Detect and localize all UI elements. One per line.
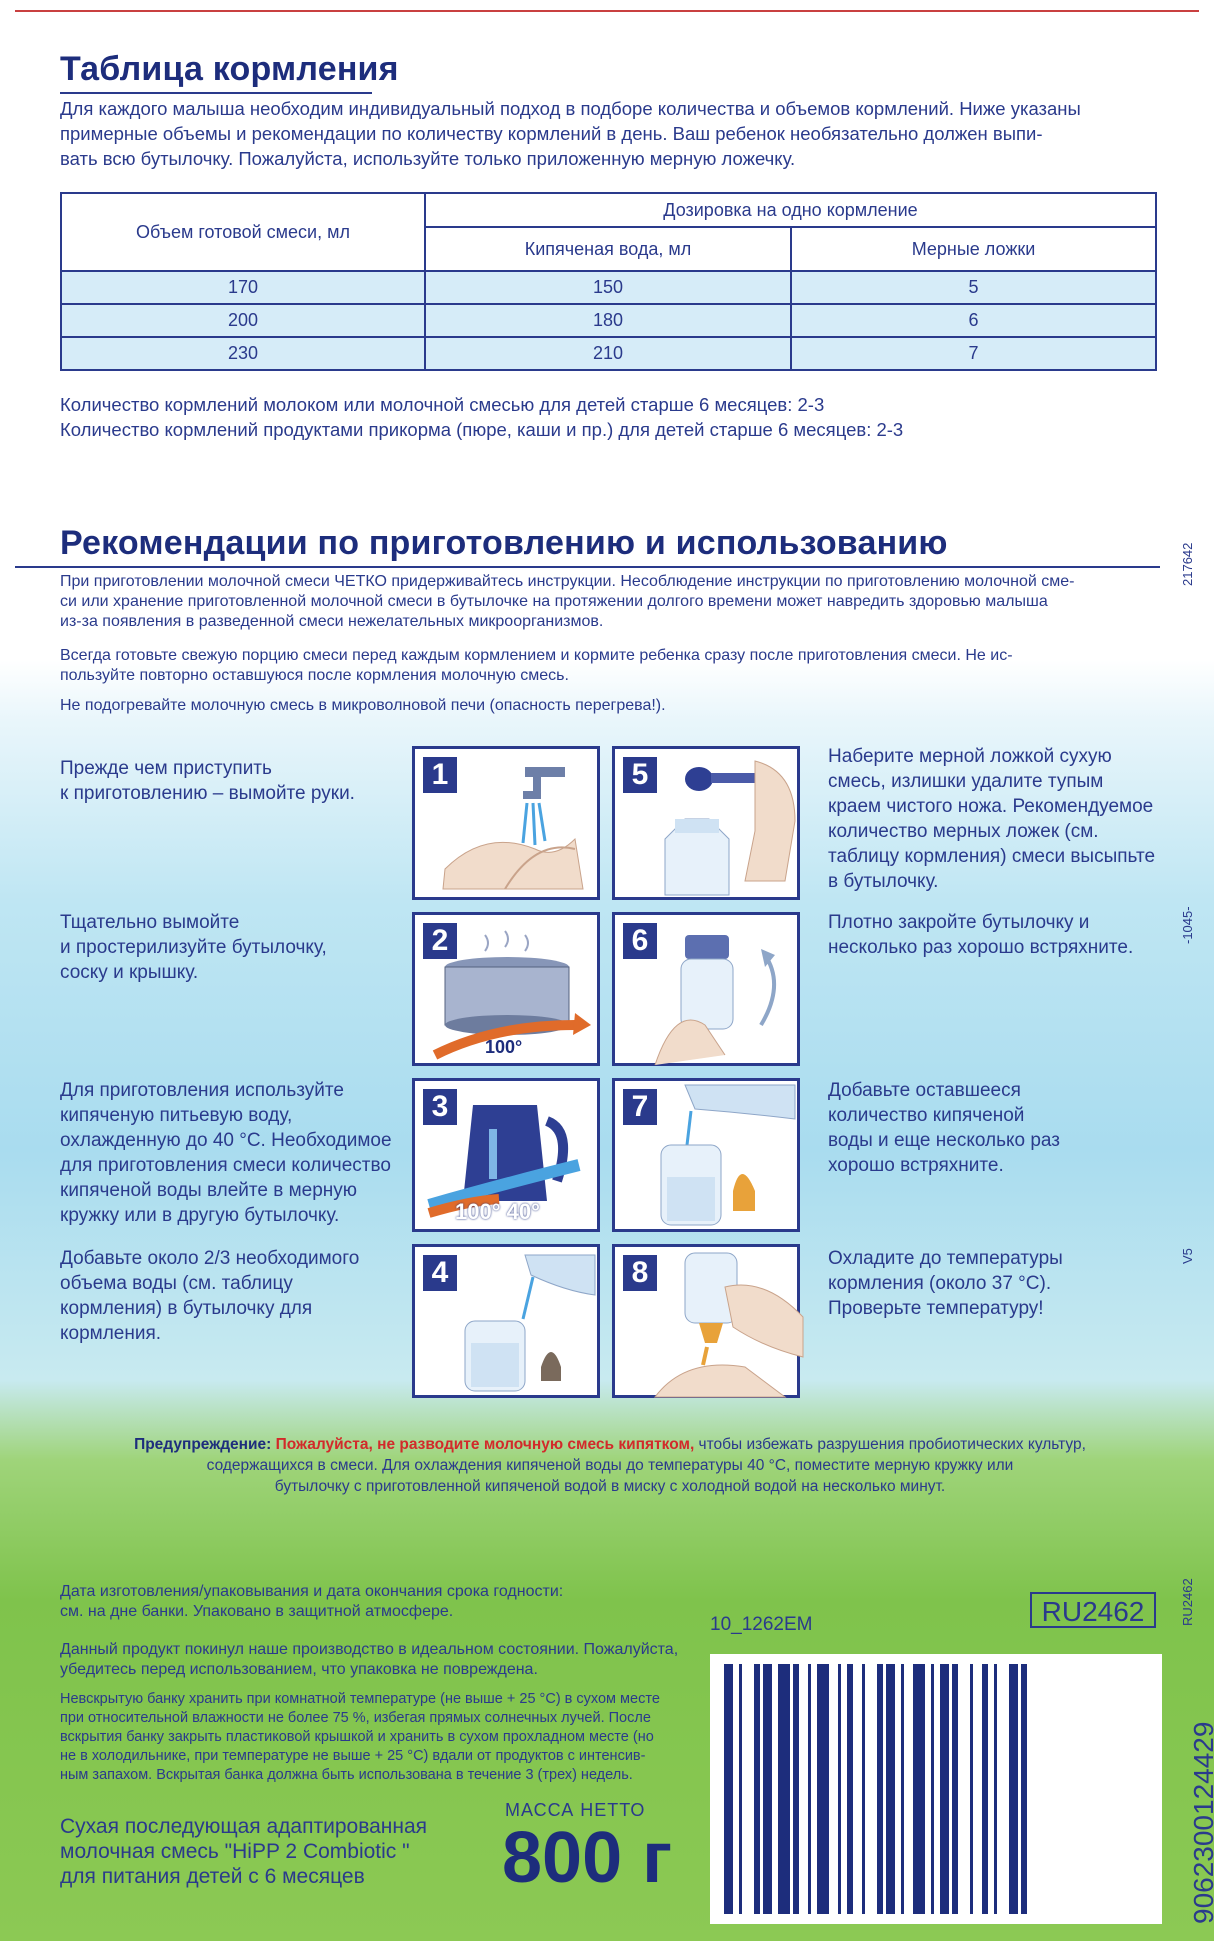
temp-label: 100° 40° <box>455 1199 540 1224</box>
footer-line: вскрытия банку закрыть пластиковой крышкой и хранить в сухом прохладном месте (но <box>60 1729 654 1745</box>
table-cell: 230 <box>61 337 425 370</box>
barcode-bar <box>982 1664 988 1914</box>
footer-line: ным запахом. Вскрытая банка должна быть использована в течение 3 (трех) недель. <box>60 1767 633 1783</box>
step-text-line: кипяченой воды влейте в мерную <box>60 1180 358 1201</box>
step-text-line: Тщательно вымойте <box>60 912 240 933</box>
barcode-bar <box>886 1664 895 1914</box>
feeding-title-underline <box>60 92 372 94</box>
side-code-1: 217642 <box>1180 542 1195 586</box>
step-6-text <box>828 910 1133 960</box>
step-number: 3 <box>423 1089 457 1125</box>
step-5-panel <box>612 746 800 900</box>
date-info <box>60 1582 700 1622</box>
barcode-bars <box>710 1654 1162 1924</box>
step-text-line: соску и крышку. <box>60 962 199 983</box>
step-text-line: Добавьте оставшееся <box>828 1080 1021 1101</box>
barcode-bar <box>1021 1664 1027 1914</box>
step-text-line: объема воды (см. таблицу <box>60 1273 293 1294</box>
step-4-panel <box>412 1244 600 1398</box>
prep-intro-line: пользуйте повторно оставшуюся после кормления молочную смесь. <box>60 667 569 684</box>
table-cell: 210 <box>425 337 791 370</box>
warning-block <box>60 1434 1160 1497</box>
warning-label: Предупреждение: <box>134 1436 272 1453</box>
barcode-bar <box>754 1664 760 1914</box>
step-2-panel <box>412 912 600 1066</box>
feeding-intro <box>60 96 1170 171</box>
barcode-bar <box>793 1664 799 1914</box>
step-7-panel <box>612 1078 800 1232</box>
step-text-line: количество мерных ложек (см. <box>828 821 1099 842</box>
step-text-line: кормления. <box>60 1323 162 1344</box>
step-6-panel <box>612 912 800 1066</box>
step-8-text <box>828 1246 1063 1321</box>
step-text-line: и простерилизуйте бутылочку, <box>60 937 327 958</box>
step-number: 2 <box>423 923 457 959</box>
feeding-notes <box>60 392 1170 442</box>
step-text-line: кружку или в другую бутылочку. <box>60 1205 340 1226</box>
barcode-bar <box>778 1664 790 1914</box>
table-cell: 170 <box>61 271 425 304</box>
step-number: 7 <box>623 1089 657 1125</box>
barcode-bar <box>994 1664 997 1914</box>
barcode-bar <box>862 1664 865 1914</box>
product-name-line: для питания детей с 6 месяцев <box>60 1865 365 1888</box>
step-number: 4 <box>423 1255 457 1291</box>
product-name <box>60 1814 480 1889</box>
top-divider <box>15 10 1199 12</box>
prep-title: Рекомендации по приготовлению и использованию <box>60 524 948 562</box>
step-1-text <box>60 756 355 806</box>
pour-water-icon <box>415 1247 603 1401</box>
check-temperature-icon <box>615 1247 803 1401</box>
table-row <box>61 271 1156 304</box>
barcode-bar <box>952 1664 958 1914</box>
step-text-line: хорошо встряхните. <box>828 1155 1004 1176</box>
step-number: 1 <box>423 757 457 793</box>
step-text-line: Охладите до температуры <box>828 1248 1063 1269</box>
barcode <box>710 1654 1162 1924</box>
barcode-bar <box>970 1664 973 1914</box>
feeding-intro-line: вать всю бутылочку. Пожалуйста, используйте только приложенную мерную ложечку. <box>60 148 796 169</box>
ru-code-box: RU2462 <box>1030 1592 1156 1628</box>
shake-bottle-icon <box>615 915 803 1069</box>
footer-line: не в холодильнике, при температуре не выше + 25 °С) вдали от продуктов с интенсив- <box>60 1748 646 1764</box>
barcode-bar <box>901 1664 904 1914</box>
step-text-line: несколько раз хорошо встряхните. <box>828 937 1134 958</box>
step-text-line: краем чистого ножа. Рекомендуемое <box>828 796 1154 817</box>
step-text-line: Для приготовления используйте <box>60 1080 344 1101</box>
warning-line-2: содержащихся в смеси. Для охлаждения кипяченой воды до температуры 40 °С, поместите мерную кружку или <box>206 1457 1014 1474</box>
temp-label: 100° <box>485 1037 523 1057</box>
measuring-spoon-icon <box>615 749 803 903</box>
footer-line: убедитесь перед использованием, что упаковка не повреждена. <box>60 1661 538 1678</box>
feeding-intro-line: Для каждого малыша необходим индивидуальный подход в подборе количества и объемов кормлений. Ниже указаны <box>60 98 1081 119</box>
side-code-3: V5 <box>1180 1248 1195 1264</box>
step-text-line: охлажденную до 40 °С. Необходимое <box>60 1130 392 1151</box>
col-spoons-header: Мерные ложки <box>791 227 1156 271</box>
prep-intro-2 <box>60 646 1170 686</box>
step-text-line: Добавьте около 2/3 необходимого <box>60 1248 360 1269</box>
barcode-number: 9062300124429 <box>1188 1721 1219 1924</box>
footer-line: см. на дне банки. Упаковано в защитной атмосфере. <box>60 1603 454 1620</box>
table-cell: 180 <box>425 304 791 337</box>
table-cell: 150 <box>425 271 791 304</box>
barcode-bar <box>1009 1664 1018 1914</box>
prep-intro-3: Не подогревайте молочную смесь в микроволновой печи (опасность перегрева!). <box>60 697 666 714</box>
step-4-text <box>60 1246 359 1346</box>
step-7-text <box>828 1078 1060 1178</box>
product-name-line: молочная смесь "HiPP 2 Combiotic " <box>60 1840 410 1863</box>
prep-intro-1 <box>60 572 1170 632</box>
table-cell: 7 <box>791 337 1156 370</box>
step-text-line: к приготовлению – вымойте руки. <box>60 783 355 804</box>
feeding-note: Количество кормлений продуктами прикорма (пюре, каши и пр.) для детей старше 6 месяцев: 2-3 <box>60 419 904 440</box>
warning-text: чтобы избежать разрушения пробиотических культур, <box>694 1436 1086 1453</box>
step-3-text <box>60 1078 392 1228</box>
barcode-bar <box>739 1664 742 1914</box>
step-text-line: Проверьте температуру! <box>828 1298 1044 1319</box>
product-state <box>60 1640 700 1680</box>
step-2-text <box>60 910 327 985</box>
wash-hands-icon <box>415 749 603 903</box>
step-text-line: воды и еще несколько раз <box>828 1130 1060 1151</box>
net-weight-value: 800 г <box>502 1818 673 1898</box>
step-text-line: в бутылочку. <box>828 871 939 892</box>
prep-intro-line: из-за появления в разведенной смеси нежелательных микроорганизмов. <box>60 613 604 630</box>
barcode-bar <box>724 1664 733 1914</box>
step-text-line: Плотно закройте бутылочку и <box>828 912 1090 933</box>
step-8-panel <box>612 1244 800 1398</box>
prep-intro-line: си или хранение приготовленной молочной смеси в бутылочке на протяжении долгого времени может навредить здоровью малыша <box>60 593 1048 610</box>
prep-title-underline <box>15 566 1160 568</box>
warning-line-1 <box>60 1434 1160 1455</box>
step-3-panel <box>412 1078 600 1232</box>
side-code-4: RU2462 <box>1180 1578 1195 1626</box>
prep-intro-line: При приготовлении молочной смеси ЧЕТКО придерживайтесь инструкции. Несоблюдение инструкции по приготовлению молочной сме- <box>60 573 1075 590</box>
table-cell: 200 <box>61 304 425 337</box>
col-dose-header: Дозировка на одно кормление <box>425 193 1156 227</box>
barcode-bar <box>763 1664 772 1914</box>
col-water-header: Кипяченая вода, мл <box>425 227 791 271</box>
prep-intro-line: Всегда готовьте свежую порцию смеси перед каждым кормлением и кормите ребенка сразу после приготовления смеси. Не ис- <box>60 647 1013 664</box>
barcode-bar <box>838 1664 841 1914</box>
col-volume-header: Объем готовой смеси, мл <box>61 193 425 271</box>
feeding-note: Количество кормлений молоком или молочной смесью для детей старше 6 месяцев: 2-3 <box>60 394 825 415</box>
step-text-line: Прежде чем приступить <box>60 758 272 779</box>
barcode-bar <box>847 1664 853 1914</box>
storage-info <box>60 1690 700 1785</box>
step-number: 8 <box>623 1255 657 1291</box>
feeding-table <box>60 192 1157 371</box>
table-cell: 5 <box>791 271 1156 304</box>
barcode-bar <box>877 1664 883 1914</box>
step-text-line: кормления) в бутылочку для <box>60 1298 313 1319</box>
step-number: 5 <box>623 757 657 793</box>
footer-line: Данный продукт покинул наше производство в идеальном состоянии. Пожалуйста, <box>60 1641 679 1658</box>
side-code-2: -1045- <box>1180 906 1195 944</box>
step-text-line: для приготовления смеси количество <box>60 1155 391 1176</box>
product-name-line: Сухая последующая адаптированная <box>60 1815 428 1838</box>
step-1-panel <box>412 746 600 900</box>
batch-code: 10_1262EM <box>710 1614 813 1635</box>
step-text-line: таблицу кормления) смеси высыпьте <box>828 846 1156 867</box>
net-weight-label: МАССА НЕТТО <box>505 1800 646 1820</box>
table-row <box>61 304 1156 337</box>
footer-line: при относительной влажности не более 75 %, избегая прямых солнечных лучей. После <box>60 1710 651 1726</box>
footer-line: Невскрытую банку хранить при комнатной температуре (не выше + 25 °С) в сухом месте <box>60 1691 660 1707</box>
step-text-line: кипяченую питьевую воду, <box>60 1105 293 1126</box>
add-water-icon <box>615 1081 803 1235</box>
step-5-text <box>828 744 1155 894</box>
feeding-intro-line: примерные объемы и рекомендации по количеству кормлений в день. Ваш ребенок необязательно должен выпи- <box>60 123 1043 144</box>
barcode-bar <box>940 1664 949 1914</box>
step-number: 6 <box>623 923 657 959</box>
footer-line: Дата изготовления/упаковывания и дата окончания срока годности: <box>60 1583 564 1600</box>
step-text-line: количество кипяченой <box>828 1105 1025 1126</box>
table-cell: 6 <box>791 304 1156 337</box>
step-text-line: кормления (около 37 °С). <box>828 1273 1052 1294</box>
barcode-bar <box>808 1664 811 1914</box>
barcode-bar <box>913 1664 925 1914</box>
barcode-bar <box>931 1664 934 1914</box>
table-row <box>61 337 1156 370</box>
warning-highlight: Пожалуйста, не разводите молочную смесь кипятком, <box>275 1436 695 1453</box>
warning-line-3: бутылочку с приготовленной кипяченой водой в миску с холодной водой на несколько минут. <box>274 1478 946 1495</box>
feeding-title: Таблица кормления <box>60 50 399 88</box>
step-text-line: Наберите мерной ложкой сухую <box>828 746 1112 767</box>
step-text-line: смесь, излишки удалите тупым <box>828 771 1104 792</box>
barcode-bar <box>817 1664 829 1914</box>
